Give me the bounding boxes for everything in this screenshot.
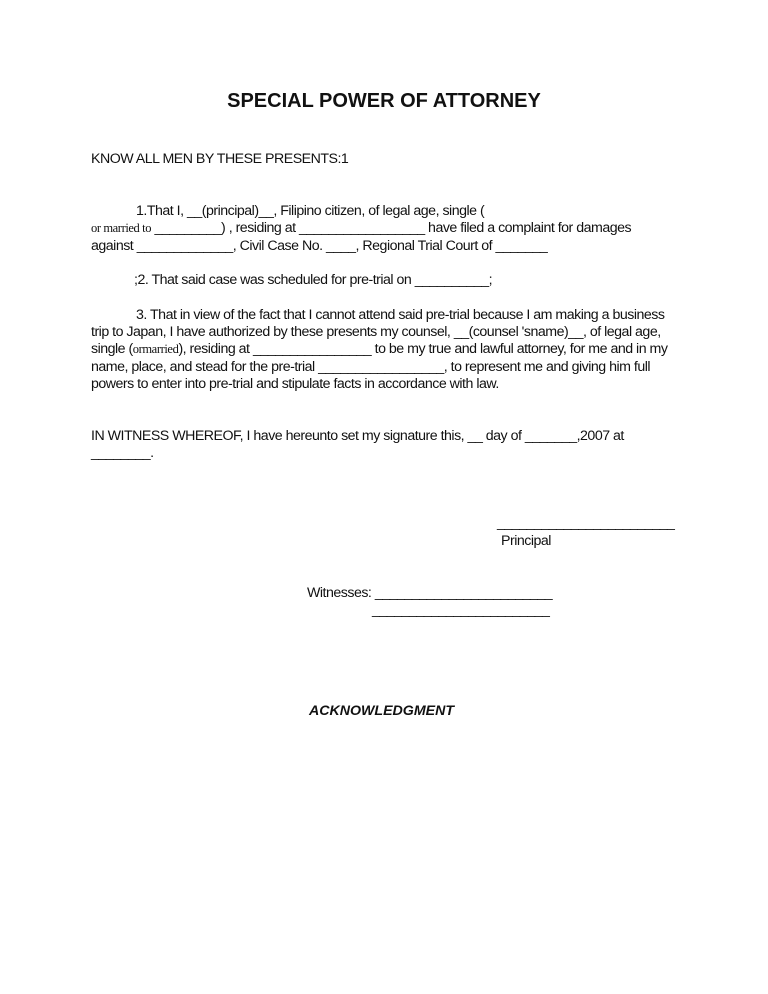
para3-line3-a: single ( xyxy=(91,341,133,357)
para3-line5: powers to enter into pre-trial and stipulate facts in accordance with law. xyxy=(91,376,499,392)
acknowledgment-heading: ACKNOWLEDGMENT xyxy=(309,703,455,719)
para1-line3: against _____________, Civil Case No. ____, Regional Trial Court of _______ xyxy=(91,238,548,254)
para1-line1: 1.That I, __(principal)__, Filipino citizen, of legal age, single ( xyxy=(136,203,485,219)
or-married-to-text: or married to xyxy=(91,221,152,235)
para3-line4: name, place, and stead for the pre-trial _________________, to represent me and giving him full xyxy=(91,359,651,375)
or-married-text: ormarried xyxy=(132,342,179,356)
witnesses-line2: ________________________ xyxy=(372,602,550,618)
witnesses-line1: Witnesses: ________________________ xyxy=(307,585,553,601)
witness-clause-line2: ________. xyxy=(91,445,154,461)
document-title: SPECIAL POWER OF ATTORNEY xyxy=(227,90,541,112)
para3-line3 xyxy=(91,340,667,358)
para1-line2-rest: _________) , residing at _________________ have filed a complaint for damages xyxy=(154,220,632,236)
para3-line1: 3. That in view of the fact that I cannot attend said pre-trial because I am making a business xyxy=(136,307,665,323)
principal-signature-line: ________________________ xyxy=(497,515,675,531)
para1-line2 xyxy=(91,219,631,237)
principal-label: Principal xyxy=(501,533,551,549)
know-all-men-heading: KNOW ALL MEN BY THESE PRESENTS:1 xyxy=(91,151,349,167)
para2-text: ;2. That said case was scheduled for pre-trial on __________; xyxy=(134,272,493,288)
para3-line3-b: ), residing at ________________ to be my true and lawful attorney, for me and in my xyxy=(178,341,668,357)
para3-line2: trip to Japan, I have authorized by these presents my counsel, __(counsel 'sname)__, of legal age, xyxy=(91,324,661,340)
witness-clause-line1: IN WITNESS WHEREOF, I have hereunto set my signature this, __ day of _______,2007 at xyxy=(91,428,624,444)
